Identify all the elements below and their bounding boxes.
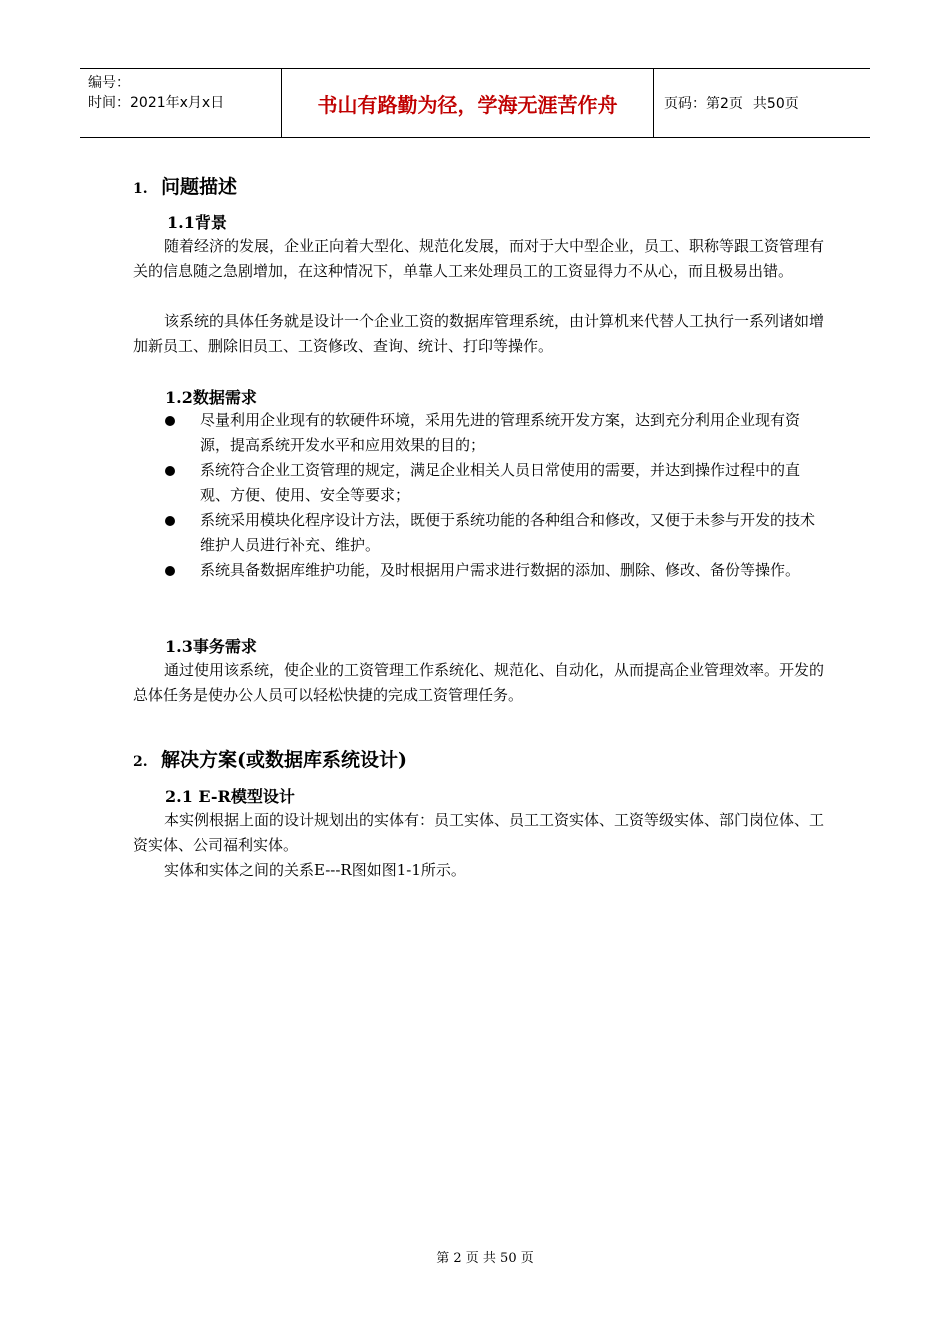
header-page-cell — [654, 69, 870, 137]
subsection-1-2-title: 1.2数据需求 — [165, 388, 257, 407]
data-requirements-list — [165, 408, 827, 583]
background-paragraph-2: 该系统的具体任务就是设计一个企业工资的数据库管理系统，由计算机来代替人工执行一系列诸如增加新员工、删除旧员工、工资修改、查询、统计、打印等操作。 — [133, 312, 825, 355]
transaction-paragraph: 通过使用该系统，使企业的工资管理工作系统化、规范化、自动化，从而提高企业管理效率。开发的总体任务是使办公人员可以轻松快捷的完成工资管理任务。 — [133, 661, 825, 704]
section-1-title: 问题描述 — [161, 176, 238, 198]
header-meta-cell — [80, 69, 282, 137]
header-page-label: 页码：第2页 — [664, 96, 743, 112]
section-2-title: 解决方案(或数据库系统设计) — [161, 749, 407, 771]
subsection-1-1-title: 1.1背景 — [167, 213, 227, 232]
header-total-label: 共50页 — [752, 96, 799, 112]
subsection-1-3-title: 1.3事务需求 — [165, 637, 257, 656]
serial-label: 编号： — [88, 75, 130, 91]
subsection-2-1-title: 2.1 E-R模型设计 — [165, 787, 295, 806]
page-footer: 第 2 页 共 50 页 — [436, 1251, 534, 1266]
list-item: 系统采用模块化程序设计方法，既便于系统功能的各种组合和修改，又便于未参与开发的技术维护人员进行补充、维护。 — [165, 508, 827, 558]
section-1-number: 1. — [133, 181, 148, 197]
list-item: 尽量利用企业现有的软硬件环境，采用先进的管理系统开发方案，达到充分利用企业现有资源，提高系统开发水平和应用效果的目的； — [165, 408, 827, 458]
list-item: 系统具备数据库维护功能，及时根据用户需求进行数据的添加、删除、修改、备份等操作。 — [165, 558, 827, 583]
date-label: 时间：2021年x月x日 — [88, 95, 225, 111]
background-paragraph-1: 随着经济的发展，企业正向着大型化、规范化发展，而对于大中型企业，员工、职称等跟工资管理有关的信息随之急剧增加，在这种情况下，单靠人工来处理员工的工资显得力不从心，而且极易出错。 — [133, 237, 825, 280]
er-paragraph-2: 实体和实体之间的关系E---R图如图1-1所示。 — [164, 861, 466, 879]
bullet-icon — [165, 516, 175, 526]
bullet-icon — [165, 416, 175, 426]
page-header — [80, 68, 870, 138]
section-2-number: 2. — [133, 754, 148, 770]
bullet-icon — [165, 466, 175, 476]
list-item: 系统符合企业工资管理的规定，满足企业相关人员日常使用的需要，并达到操作过程中的直观、方便、使用、安全等要求； — [165, 458, 827, 508]
er-paragraph-1: 本实例根据上面的设计规划出的实体有：员工实体、员工工资实体、工资等级实体、部门岗位体、工资实体、公司福利实体。 — [133, 811, 825, 854]
section-1-heading — [133, 172, 237, 199]
bullet-icon — [165, 566, 175, 576]
header-motto: 书山有路勤为径，学海无涯苦作舟 — [282, 69, 654, 137]
section-2-heading — [133, 745, 407, 772]
